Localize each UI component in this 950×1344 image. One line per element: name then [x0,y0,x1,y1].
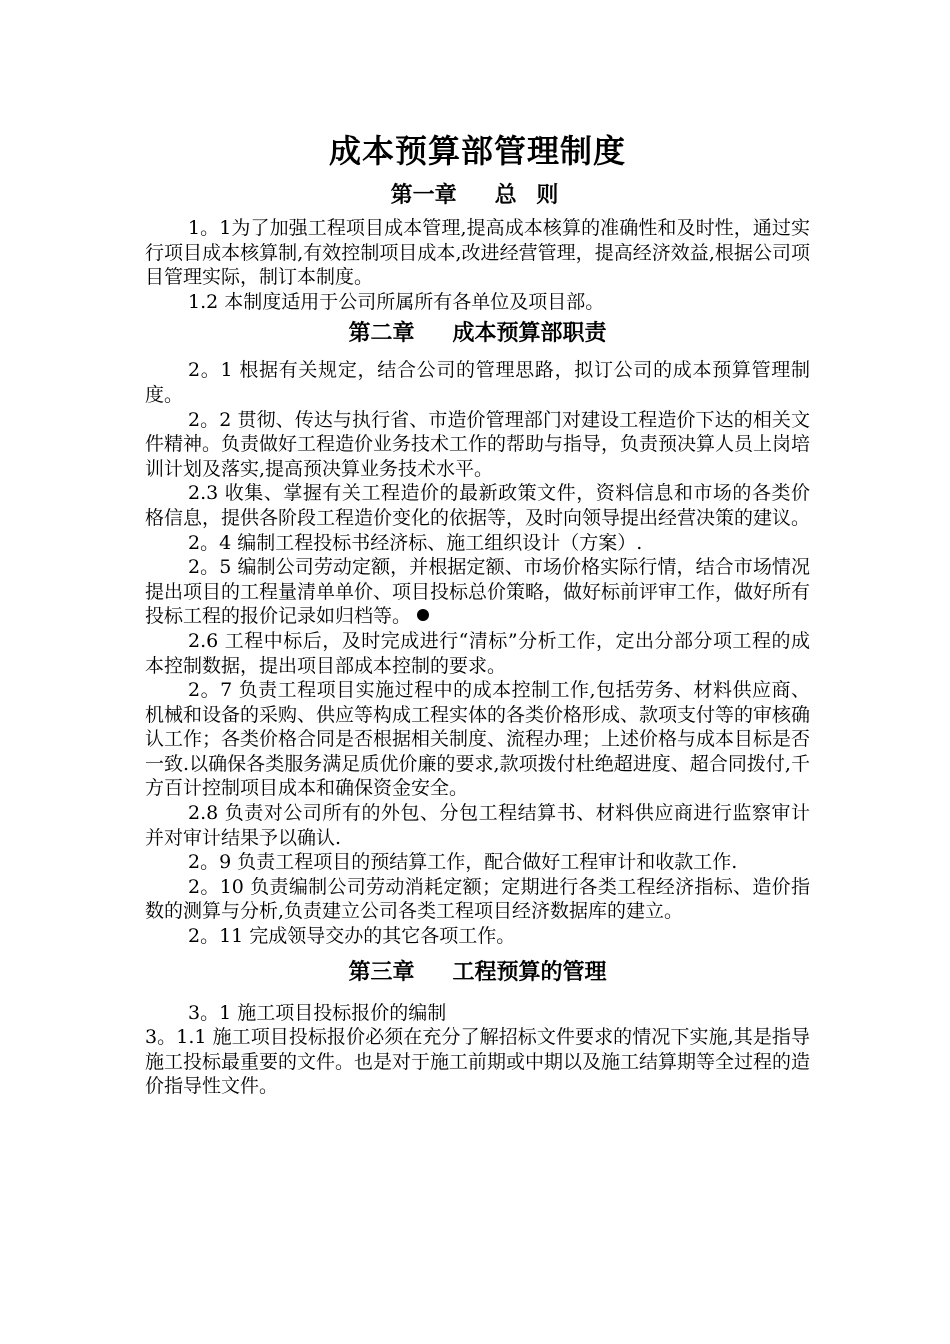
paragraph: 2.3 收集、掌握有关工程造价的最新政策文件，资料信息和市场的各类价格信息，提供各阶段工程造价变化的依据等，及时向领导提出经营决策的建议。 [145,482,811,529]
chapter-name: 总 则 [494,183,565,208]
paragraph: 2。11 完成领导交办的其它各项工作。 [188,925,516,948]
chapter-heading-2 [145,318,810,350]
paragraph: 2。10 负责编制公司劳动消耗定额；定期进行各类工程经济指标、造价指数的测算与分析,负责建立公司各类工程项目经济数据库的建立。 [145,875,810,923]
paragraph: 1.2 本制度适用于公司所属所有各单位及项目部。 [188,290,605,313]
document-title: 成本预算部管理制度 [328,132,626,170]
bullet-dot-icon [417,609,429,621]
paragraph: 2.8 负责对公司所有的外包、分包工程结算书、材料供应商进行监察审计并对审计结果予以确认. [145,802,810,849]
chapter-name: 成本预算部职责 [452,321,607,347]
chapter-number: 第一章 [390,183,457,208]
paragraph: 2。7 负责工程项目实施过程中的成本控制工作,包括劳务、材料供应商、机械和设备的采购、供应等构成工程实体的各类价格形成、款项支付等的审核确认工作；各类价格合同是否根据相关制度、流程办理；上述价格与成本目标是否一致.以确保各类服务满足质优价廉的要求,款项拨付杜绝超进度、超合同拨付,千方百计控制项目成本和确保资金安全。 [145,679,811,800]
paragraph: 2。1 根据有关规定，结合公司的管理思路，拟订公司的成本预算管理制度。 [145,359,810,406]
paragraph: 3。1.1 施工项目投标报价必须在充分了解招标文件要求的情况下实施,其是指导施工投标最重要的文件。也是对于施工前期或中期以及施工结算期等全过程的造价指导性文件。 [145,1026,811,1098]
chapter-number: 第二章 [348,321,415,347]
paragraph: 2。2 贯彻、传达与执行省、市造价管理部门对建设工程造价下达的相关文件精神。负责做好工程造价业务技术工作的帮助与指导，负责预决算人员上岗培训计划及落实,提高预决算业务技术水平。 [145,408,811,480]
document-page [145,128,810,1099]
chapter-heading-1 [145,180,810,212]
paragraph: 2.6 工程中标后，及时完成进行“清标”分析工作，定出分部分项工程的成本控制数据，提出项目部成本控制的要求。 [145,629,810,677]
paragraph-with-bullet [145,555,810,629]
chapter-number: 第三章 [348,959,415,985]
paragraph: 3。1 施工项目投标报价的编制 [188,1001,447,1024]
paragraph: 1。1为了加强工程项目成本管理,提高成本核算的准确性和及时性，通过实行项目成本核算制,有效控制项目成本,改进经营管理，提高经济效益,根据公司项目管理实际，制订本制度。 [145,217,810,289]
paragraph: 2。9 负责工程项目的预结算工作，配合做好工程审计和收款工作. [188,851,738,874]
paragraph-text: 2。5 编制公司劳动定额，并根据定额、市场价格实际行情，结合市场情况提出项目的工程量清单单价、项目投标总价策略，做好标前评审工作，做好所有投标工程的报价记录如归档等。 [145,556,811,628]
chapter-heading-3 [145,957,810,989]
chapter-name: 工程预算的管理 [452,959,607,985]
paragraph: 2。4 编制工程投标书经济标、施工组织设计（方案）. [188,531,643,554]
